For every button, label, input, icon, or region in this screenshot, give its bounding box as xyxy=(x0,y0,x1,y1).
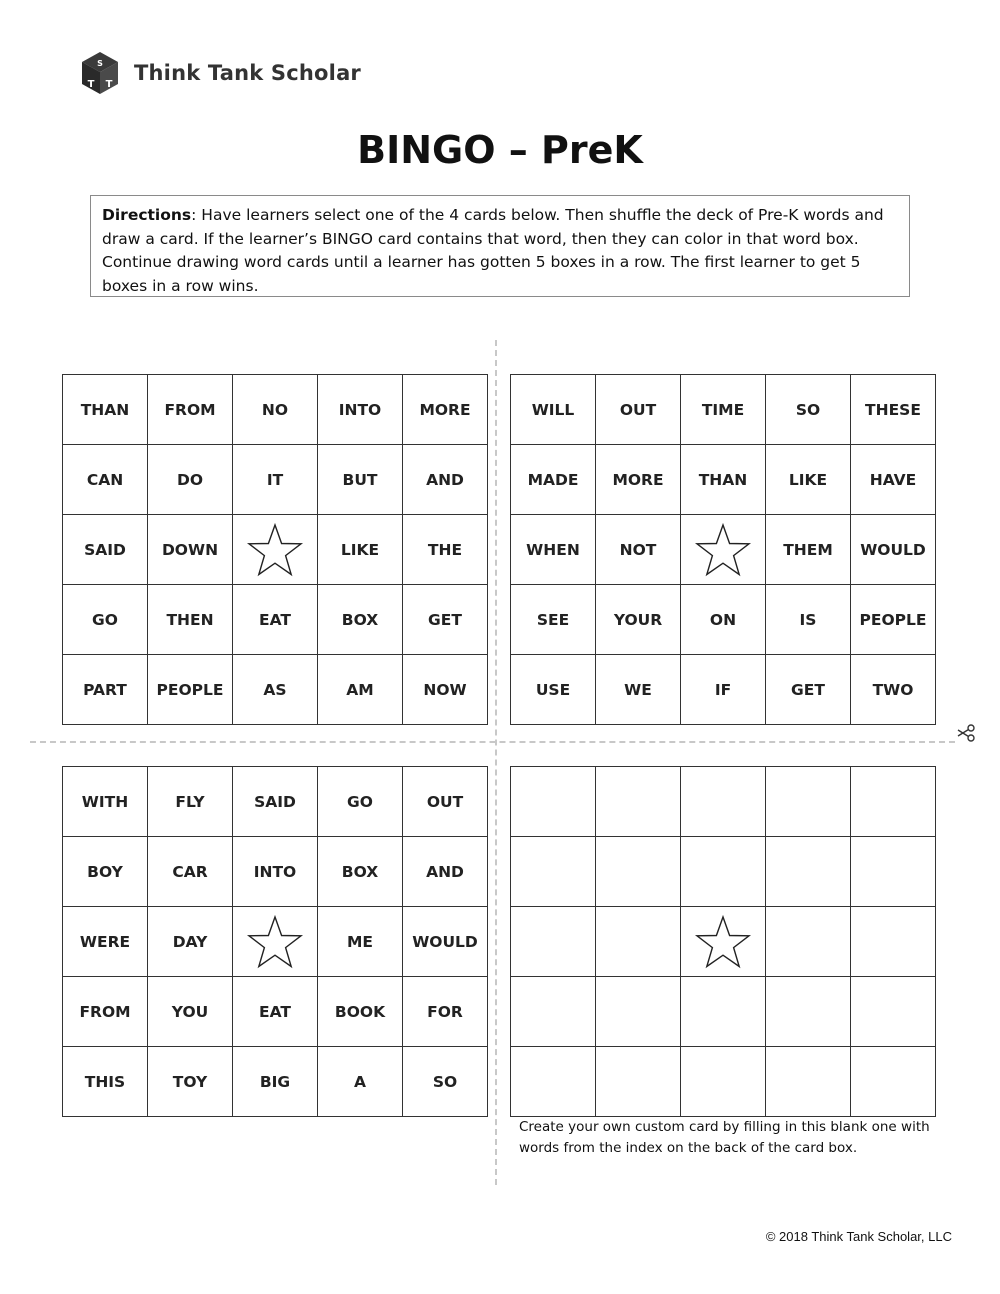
bingo-cell: BOX xyxy=(318,837,403,907)
bingo-cell: PEOPLE xyxy=(148,655,233,725)
bingo-cell: GO xyxy=(318,767,403,837)
bingo-row xyxy=(63,977,488,1047)
bingo-cell: GET xyxy=(766,655,851,725)
bingo-card-2 xyxy=(510,374,936,725)
bingo-row xyxy=(511,907,936,977)
bingo-cell: SAID xyxy=(233,767,318,837)
bingo-row xyxy=(511,375,936,445)
bingo-cell xyxy=(851,907,936,977)
bingo-cell: CAN xyxy=(63,445,148,515)
bingo-cell: THAN xyxy=(681,445,766,515)
page-title: BINGO – PreK xyxy=(357,128,643,172)
bingo-cell xyxy=(766,767,851,837)
bingo-row xyxy=(511,445,936,515)
bingo-cell: CAR xyxy=(148,837,233,907)
brand-name: Think Tank Scholar xyxy=(134,61,361,85)
bingo-cell: NOT xyxy=(596,515,681,585)
bingo-row xyxy=(63,837,488,907)
bingo-cell: THEN xyxy=(148,585,233,655)
bingo-cell: WE xyxy=(596,655,681,725)
bingo-card-1 xyxy=(62,374,488,725)
bingo-row xyxy=(63,907,488,977)
bingo-row xyxy=(63,585,488,655)
star-icon xyxy=(694,522,752,578)
bingo-cell: DO xyxy=(148,445,233,515)
bingo-row xyxy=(63,655,488,725)
bingo-cell: OUT xyxy=(596,375,681,445)
star-icon xyxy=(246,914,304,970)
bingo-row xyxy=(511,977,936,1047)
bingo-cell xyxy=(766,1047,851,1117)
bingo-cell: WERE xyxy=(63,907,148,977)
free-space-cell xyxy=(233,907,318,977)
bingo-cell: EAT xyxy=(233,977,318,1047)
star-icon xyxy=(694,914,752,970)
bingo-cell: AND xyxy=(403,837,488,907)
bingo-cell: INTO xyxy=(318,375,403,445)
bingo-row xyxy=(511,1047,936,1117)
bingo-cell: DOWN xyxy=(148,515,233,585)
bingo-cell: DAY xyxy=(148,907,233,977)
bingo-cell: THESE xyxy=(851,375,936,445)
bingo-cell: TIME xyxy=(681,375,766,445)
brand-logo xyxy=(80,50,361,96)
bingo-cell: GET xyxy=(403,585,488,655)
bingo-row xyxy=(63,515,488,585)
bingo-cell xyxy=(681,977,766,1047)
bingo-cell xyxy=(596,1047,681,1117)
bingo-cell: YOU xyxy=(148,977,233,1047)
bingo-cell: FROM xyxy=(148,375,233,445)
bingo-cell xyxy=(596,767,681,837)
bingo-cell: SAID xyxy=(63,515,148,585)
directions-label: Directions xyxy=(102,206,192,224)
bingo-card-blank xyxy=(510,766,936,1117)
copyright: © 2018 Think Tank Scholar, LLC xyxy=(765,1229,952,1244)
free-space-cell xyxy=(681,515,766,585)
bingo-cell: BUT xyxy=(318,445,403,515)
bingo-cell: FROM xyxy=(63,977,148,1047)
bingo-cell: GO xyxy=(63,585,148,655)
bingo-row xyxy=(511,585,936,655)
bingo-cell: TWO xyxy=(851,655,936,725)
bingo-cell xyxy=(511,767,596,837)
bingo-cell: HAVE xyxy=(851,445,936,515)
horizontal-cut-line xyxy=(30,741,955,743)
directions-box xyxy=(90,195,910,297)
bingo-row xyxy=(63,767,488,837)
bingo-cell: OUT xyxy=(403,767,488,837)
bingo-cell xyxy=(596,977,681,1047)
bingo-cell xyxy=(766,837,851,907)
bingo-cell: BOOK xyxy=(318,977,403,1047)
custom-card-note: Create your own custom card by filling in this blank one with words from the index on the back of the card box. xyxy=(519,1119,930,1156)
bingo-cell: THIS xyxy=(63,1047,148,1117)
bingo-cell: NO xyxy=(233,375,318,445)
bingo-cell: AND xyxy=(403,445,488,515)
bingo-cell: LIKE xyxy=(766,445,851,515)
bingo-cell xyxy=(851,767,936,837)
bingo-card-3 xyxy=(62,766,488,1117)
bingo-cell: A xyxy=(318,1047,403,1117)
bingo-row xyxy=(63,375,488,445)
scissors-icon xyxy=(955,722,977,744)
directions-text: : Have learners select one of the 4 cards below. Then shuffle the deck of Pre-K words and draw a card. If the learner’s BINGO card contains that word, then they can color in that word box. Continue drawing word cards until a learner has gotten 5 boxes in a row. The first learner to get 5 boxes in a row wins. xyxy=(102,206,884,295)
bingo-cell: MORE xyxy=(403,375,488,445)
bingo-cell: WHEN xyxy=(511,515,596,585)
vertical-cut-line xyxy=(495,340,497,1185)
bingo-cell: THEM xyxy=(766,515,851,585)
bingo-cell: BIG xyxy=(233,1047,318,1117)
bingo-row xyxy=(511,655,936,725)
bingo-cell xyxy=(511,1047,596,1117)
logo-letter-left: T xyxy=(87,79,95,90)
bingo-cell: MADE xyxy=(511,445,596,515)
bingo-cell: BOY xyxy=(63,837,148,907)
bingo-cell: USE xyxy=(511,655,596,725)
bingo-cell: PART xyxy=(63,655,148,725)
free-space-cell xyxy=(233,515,318,585)
bingo-row xyxy=(511,837,936,907)
bingo-cell: TOY xyxy=(148,1047,233,1117)
bingo-cell: AM xyxy=(318,655,403,725)
bingo-cell: THE xyxy=(403,515,488,585)
bingo-cell: FOR xyxy=(403,977,488,1047)
bingo-cell xyxy=(681,837,766,907)
bingo-cell: FLY xyxy=(148,767,233,837)
bingo-cell: MORE xyxy=(596,445,681,515)
star-icon xyxy=(246,522,304,578)
bingo-cell: INTO xyxy=(233,837,318,907)
bingo-cell xyxy=(681,1047,766,1117)
bingo-cell: NOW xyxy=(403,655,488,725)
bingo-cell: IS xyxy=(766,585,851,655)
bingo-cell: WOULD xyxy=(403,907,488,977)
bingo-cell: YOUR xyxy=(596,585,681,655)
bingo-row xyxy=(511,515,936,585)
cube-logo-icon xyxy=(80,50,120,96)
bingo-cell: IT xyxy=(233,445,318,515)
bingo-cell xyxy=(596,837,681,907)
bingo-cell xyxy=(851,837,936,907)
bingo-cell: ON xyxy=(681,585,766,655)
bingo-cell: AS xyxy=(233,655,318,725)
bingo-cell: SEE xyxy=(511,585,596,655)
bingo-cell: IF xyxy=(681,655,766,725)
bingo-cell: BOX xyxy=(318,585,403,655)
free-space-cell xyxy=(681,907,766,977)
bingo-cell: PEOPLE xyxy=(851,585,936,655)
bingo-cell: ME xyxy=(318,907,403,977)
bingo-cell xyxy=(766,977,851,1047)
bingo-cell xyxy=(511,907,596,977)
bingo-cell xyxy=(511,977,596,1047)
bingo-cell: WILL xyxy=(511,375,596,445)
bingo-cell: SO xyxy=(403,1047,488,1117)
bingo-cell xyxy=(851,977,936,1047)
bingo-cell: WOULD xyxy=(851,515,936,585)
bingo-cell xyxy=(681,767,766,837)
logo-letter-right: T xyxy=(105,79,113,90)
bingo-cell xyxy=(596,907,681,977)
bingo-cell: EAT xyxy=(233,585,318,655)
bingo-cell: THAN xyxy=(63,375,148,445)
bingo-cell: SO xyxy=(766,375,851,445)
bingo-cell xyxy=(511,837,596,907)
bingo-cell: LIKE xyxy=(318,515,403,585)
bingo-cell xyxy=(851,1047,936,1117)
bingo-row xyxy=(63,1047,488,1117)
bingo-cell xyxy=(766,907,851,977)
bingo-row xyxy=(511,767,936,837)
bingo-cell: WITH xyxy=(63,767,148,837)
bingo-row xyxy=(63,445,488,515)
logo-letter-top: S xyxy=(97,59,103,68)
